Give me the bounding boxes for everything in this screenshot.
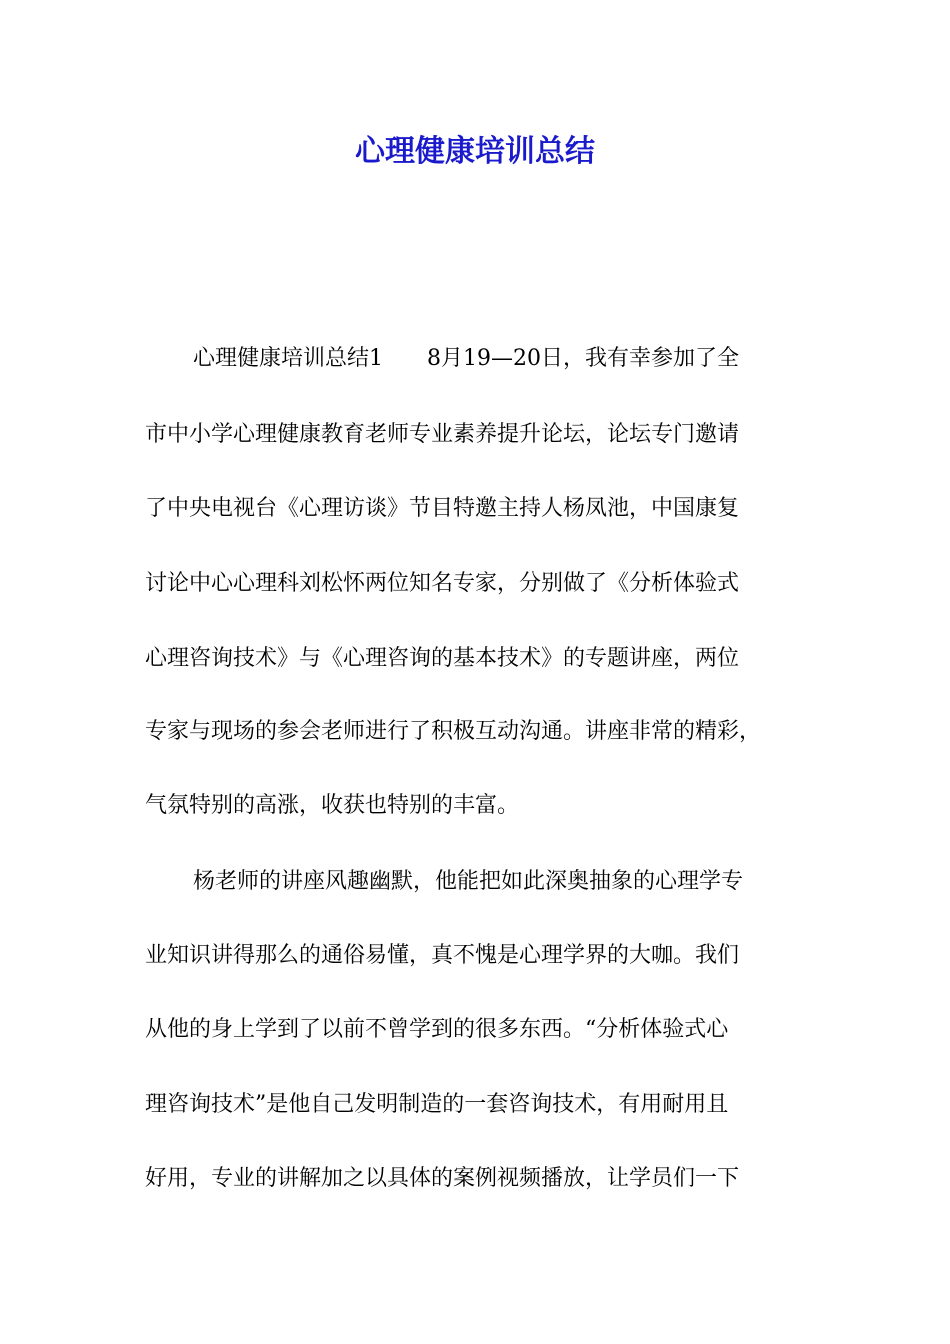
paragraph-1-line-4 bbox=[0, 569, 950, 599]
paragraph-1-line-2 bbox=[0, 420, 950, 450]
text-line: 市中小学心理健康教育老师专业素养提升论坛，论坛专门邀请 bbox=[145, 422, 740, 447]
paragraph-2-line-3 bbox=[0, 1015, 950, 1045]
text-line: 气氛特别的高涨，收获也特别的丰富。 bbox=[145, 793, 520, 818]
paragraph-2-line-1 bbox=[0, 867, 950, 897]
text-line: 理咨询技术”是他自己发明制造的一套咨询技术，有用耐用且 bbox=[145, 1092, 729, 1117]
paragraph-1-line-1 bbox=[0, 344, 950, 374]
paragraph-2-line-2 bbox=[0, 941, 950, 971]
text-line: 从他的身上学到了以前不曾学到的很多东西。“分析体验式心 bbox=[145, 1017, 729, 1042]
text-line: 杨老师的讲座风趣幽默，他能把如此深奥抽象的心理学专 bbox=[193, 869, 744, 894]
text-line: 业知识讲得那么的通俗易懂，真不愧是心理学界的大咖。我们 bbox=[145, 943, 740, 968]
text-line: 讨论中心心理科刘松怀两位知名专家，分别做了《分析体验式 bbox=[145, 571, 740, 596]
paragraph-1-line-5 bbox=[0, 644, 950, 674]
text-line: 专家与现场的参会老师进行了积极互动沟通。讲座非常的精彩， bbox=[145, 719, 762, 744]
text-line: 了中央电视台《心理访谈》节目特邀主持人杨凤池，中国康复 bbox=[145, 496, 740, 521]
paragraph-1-line-7 bbox=[0, 791, 950, 821]
paragraph-2-line-5 bbox=[0, 1164, 950, 1194]
text-line: 心理健康培训总结1 8月19—20日，我有幸参加了全 bbox=[193, 346, 739, 371]
text-line: 好用，专业的讲解加之以具体的案例视频播放，让学员们一下 bbox=[145, 1166, 740, 1191]
text-line: 心理咨询技术》与《心理咨询的基本技术》的专题讲座，两位 bbox=[145, 646, 740, 671]
paragraph-1-line-3 bbox=[0, 494, 950, 524]
document-title: 心理健康培训总结 bbox=[355, 134, 595, 169]
paragraph-2-line-4 bbox=[0, 1090, 950, 1120]
paragraph-1-line-6 bbox=[0, 717, 950, 747]
